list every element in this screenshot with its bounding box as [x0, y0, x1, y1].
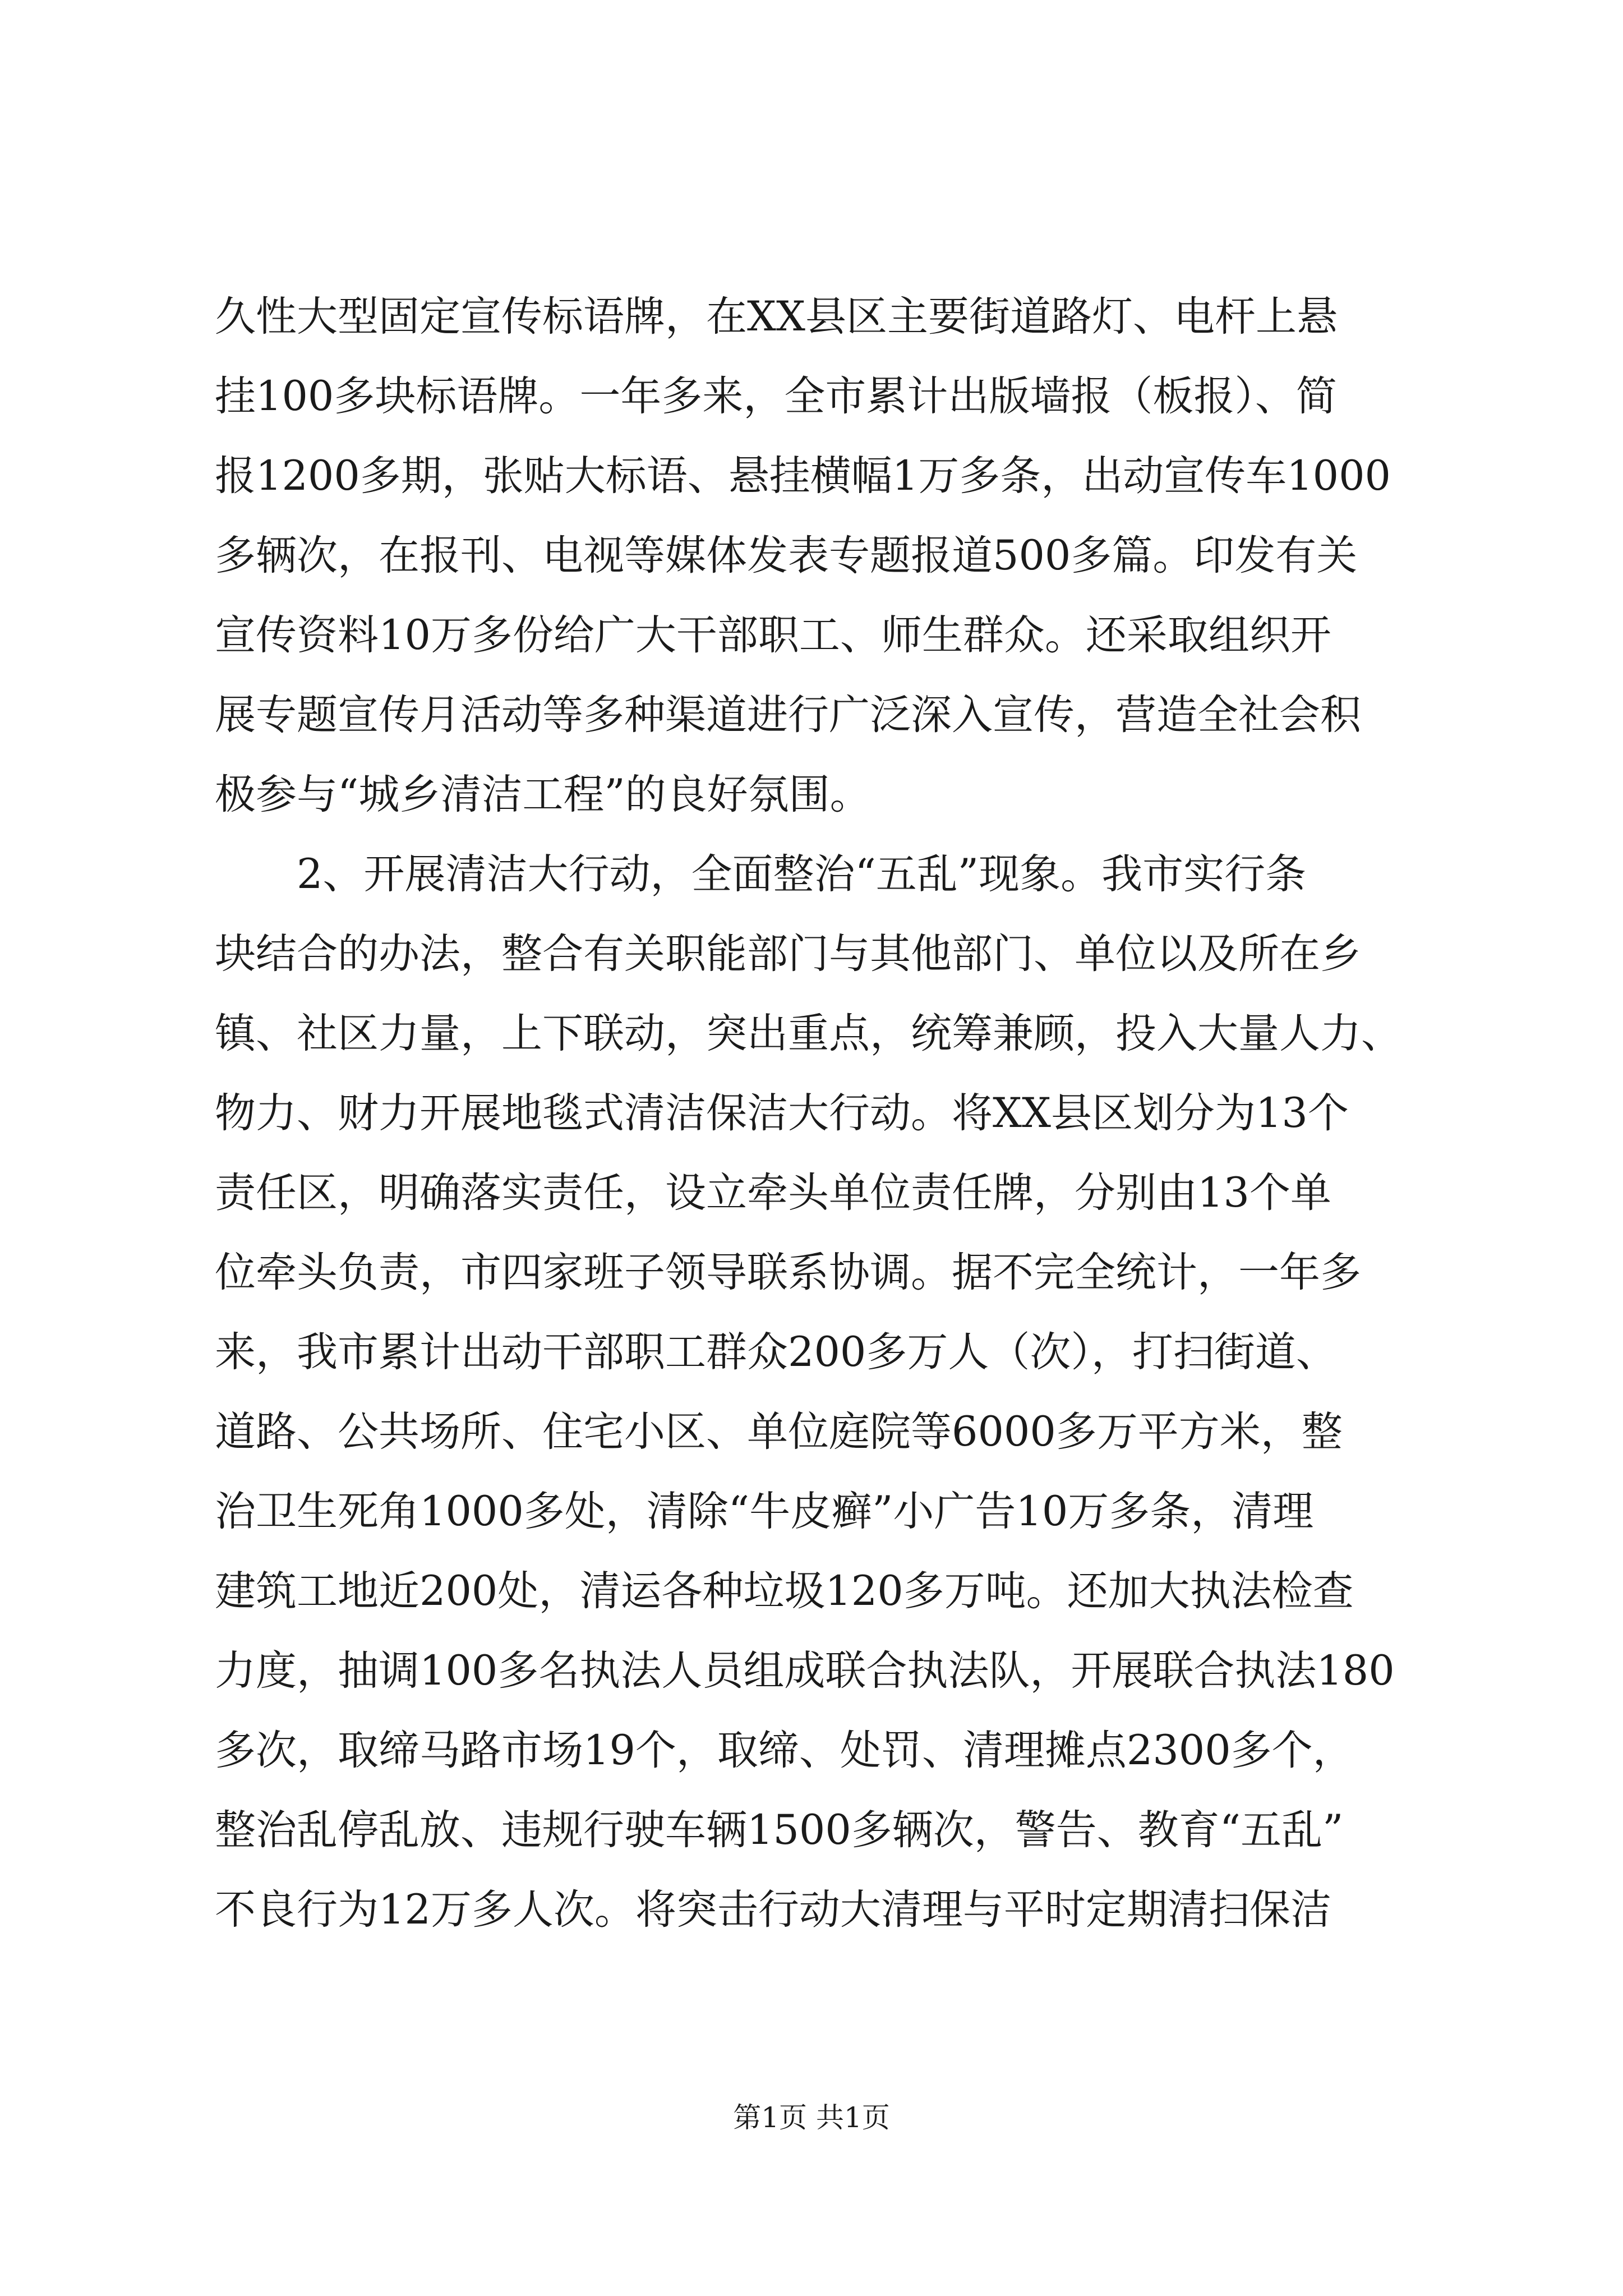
text-line: 责任区，明确落实责任，设立牵头单位责任牌，分别由13个单	[215, 1169, 1331, 1217]
text-line: 展专题宣传月活动等多种渠道进行广泛深入宣传，营造全社会积	[215, 691, 1361, 739]
text-line: 整治乱停乱放、违规行驶车辆1500多辆次，警告、教育“五乱”	[215, 1806, 1344, 1854]
paragraph-first-line: 2、开展清洁大行动，全面整治“五乱”现象。我市实行条	[297, 850, 1307, 898]
text-line: 力度，抽调100多名执法人员组成联合执法队，开展联合执法180	[215, 1647, 1395, 1695]
text-line: 块结合的办法，整合有关职能部门与其他部门、单位以及所在乡	[215, 930, 1361, 978]
text-line: 多辆次，在报刊、电视等媒体发表专题报道500多篇。印发有关	[215, 532, 1358, 579]
body-text	[215, 277, 1432, 1950]
text-line: 久性大型固定宣传标语牌，在XX县区主要街道路灯、电杆上悬	[215, 293, 1338, 341]
text-line: 多次，取缔马路市场19个，取缔、处罚、清理摊点2300多个，	[215, 1727, 1354, 1774]
text-line: 不良行为12万多人次。将突击行动大清理与平时定期清扫保洁	[215, 1886, 1331, 1934]
text-line: 道路、公共场所、住宅小区、单位庭院等6000多万平方米，整	[215, 1408, 1343, 1456]
text-line: 挂100多块标语牌。一年多来，全市累计出版墙报（板报）、简	[215, 372, 1337, 420]
text-line: 报1200多期，张贴大标语、悬挂横幅1万多条，出动宣传车1000	[215, 452, 1391, 500]
text-line: 来，我市累计出动干部职工群众200多万人（次），打扫街道、	[215, 1328, 1337, 1376]
text-line: 位牵头负责，市四家班子领导联系协调。据不完全统计，一年多	[215, 1249, 1361, 1296]
text-line: 治卫生死角1000多处，清除“牛皮癣”小广告10万多条，清理	[215, 1488, 1314, 1535]
text-line: 建筑工地近200处，清运各种垃圾120多万吨。还加大执法检查	[215, 1567, 1354, 1615]
page-footer: 第1页 共1页	[733, 2101, 890, 2134]
text-line: 物力、财力开展地毯式清洁保洁大行动。将XX县区划分为13个	[215, 1089, 1349, 1137]
text-line: 极参与“城乡清洁工程”的良好氛围。	[215, 771, 871, 818]
text-line: 宣传资料10万多份给广大干部职工、师生群众。还采取组织开	[215, 611, 1331, 659]
text-line: 镇、社区力量，上下联动，突出重点，统筹兼顾，投入大量人力、	[215, 1010, 1402, 1057]
